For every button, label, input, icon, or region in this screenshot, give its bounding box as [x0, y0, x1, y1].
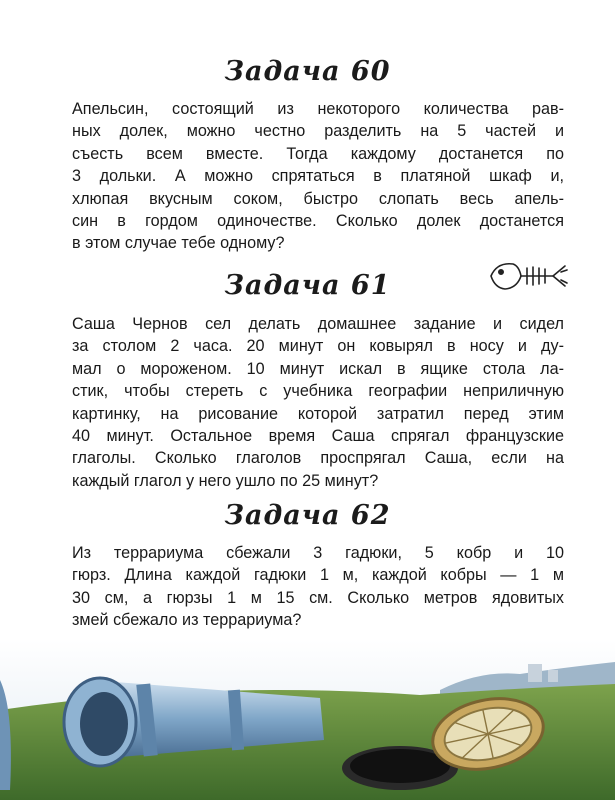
task-61-text	[72, 313, 564, 492]
task-60-line: ных долек, можно честно разделить на 5 частей и	[72, 122, 564, 141]
pipes-and-manhole-scene	[0, 640, 615, 800]
task-61-title: Задача 61	[224, 270, 391, 301]
task-62-line: гюрз. Длина каждой гадюки 1 м, каждой кобры — 1 м	[72, 566, 564, 585]
task-60-line: 3 дольки. А можно спрятаться в платяной шкаф и,	[72, 167, 564, 186]
task-60-line: съесть всем вместе. Тогда каждому достанется по	[72, 144, 564, 163]
task-60-line: син в гордом одиночестве. Сколько долек достанется	[72, 212, 564, 231]
task-62-line: змей сбежало из террариума?	[72, 611, 302, 630]
task-60-line: хлюпая вкусным соком, быстро слопать весь апель-	[72, 189, 564, 208]
task-60-line: в этом случае тебе одному?	[72, 234, 285, 253]
task-61-line: каждый глагол у него ушло по 25 минут?	[72, 471, 379, 490]
task-61-line: мал о мороженом. 10 минут искал в ящике стола ла-	[72, 359, 564, 378]
task-61-line: Саша Чернов сел делать домашнее задание и сидел	[72, 315, 564, 333]
task-61-line: стик, чтобы стереть с учебника географии неприличную	[72, 382, 564, 401]
task-61-line: за столом 2 часа. 20 минут он ковырял в носу и ду-	[72, 337, 564, 356]
task-61-line: 40 минут. Остальное время Саша спрягал французские	[72, 427, 564, 446]
task-62-line: Из террариума сбежали 3 гадюки, 5 кобр и 10	[72, 544, 564, 562]
task-62-text	[72, 542, 564, 632]
task-60-text	[72, 98, 564, 255]
task-62-line: 30 см, а гюрзы 1 м 15 см. Сколько метров ядовитых	[72, 588, 564, 607]
task-62-title: Задача 62	[224, 500, 391, 531]
task-61-line: картинку, на рисование которой затратил перед этим	[72, 404, 564, 423]
task-60-line: Апельсин, состоящий из некоторого количества рав-	[72, 100, 564, 118]
task-60-title: Задача 60	[224, 56, 391, 87]
task-61-line: глаголы. Сколько глаголов проспрягал Саша, если на	[72, 449, 564, 468]
